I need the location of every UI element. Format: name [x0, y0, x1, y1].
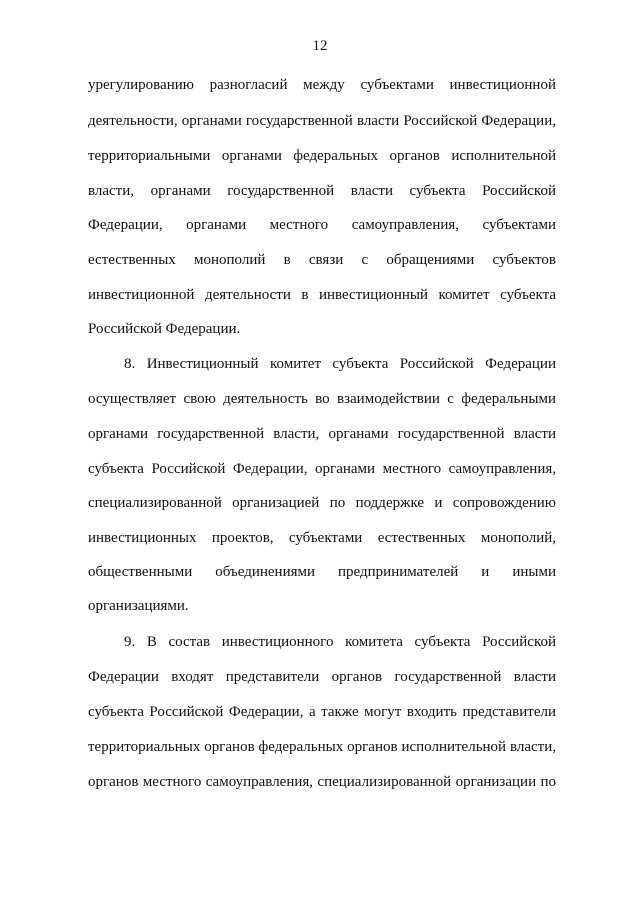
text-line: инвестиционной деятельности в инвестиционный комитет субъекта	[88, 287, 556, 303]
text-line: органами государственной власти, органами государственной власти	[88, 426, 556, 442]
text-line: общественными объединениями предпринимателей и иными	[88, 564, 556, 580]
text-line: 9. В состав инвестиционного комитета субъекта Российской	[124, 634, 556, 650]
text-line: власти, органами государственной власти субъекта Российской	[88, 183, 556, 199]
text-line: Федерации входят представители органов государственной власти	[88, 669, 556, 685]
text-line: территориальных органов федеральных органов исполнительной власти,	[88, 739, 556, 755]
text-line: Федерации, органами местного самоуправления, субъектами	[88, 217, 556, 233]
text-line: 8. Инвестиционный комитет субъекта Российской Федерации	[124, 356, 556, 372]
text-line: субъекта Российской Федерации, а также могут входить представители	[88, 704, 556, 720]
text-line: субъекта Российской Федерации, органами местного самоуправления,	[88, 461, 556, 477]
text-line: органов местного самоуправления, специализированной организации по	[88, 774, 556, 790]
text-line: естественных монополий в связи с обращениями субъектов	[88, 252, 556, 268]
text-line: деятельности, органами государственной власти Российской Федерации,	[88, 113, 556, 129]
text-line: территориальными органами федеральных органов исполнительной	[88, 148, 556, 164]
text-line: инвестиционных проектов, субъектами естественных монополий,	[88, 530, 556, 546]
text-line: специализированной организацией по поддержке и сопровождению	[88, 495, 556, 511]
text-line: Российской Федерации.	[88, 321, 241, 337]
text-line: организациями.	[88, 598, 189, 614]
text-line: осуществляет свою деятельность во взаимодействии с федеральными	[88, 391, 556, 407]
text-line: урегулированию разногласий между субъектами инвестиционной	[88, 77, 556, 93]
page-number: 12	[312, 38, 328, 54]
